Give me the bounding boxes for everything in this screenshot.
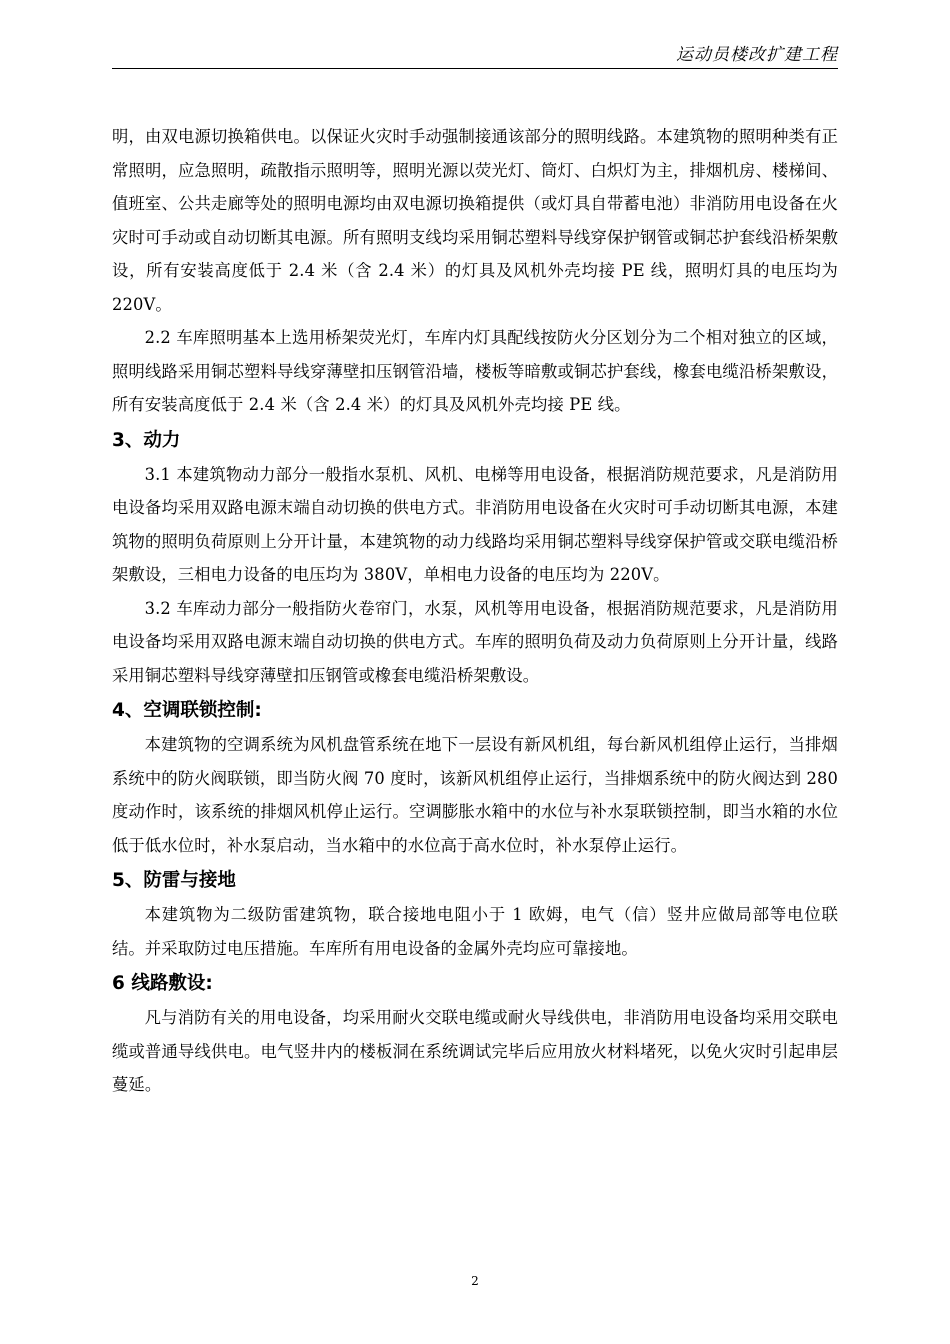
paragraph-lightning-grounding: 本建筑物为二级防雷建筑物，联合接地电阻小于 1 欧姆，电气（信）竖井应做局部等电位联结。并采取防过电压措施。车库所有用电设备的金属外壳均应可靠接地。	[112, 905, 838, 958]
paragraph-building-power: 3.1 本建筑物动力部分一般指水泵机、风机、电梯等用电设备，根据消防规范要求，凡是消防用电设备均采用双路电源末端自动切换的供电方式。非消防用电设备在火灾时可手动切断其电源，本建筑物的照明负荷原则上分开计量，本建筑物的动力线路均采用铜芯塑料导线穿保护管或交联电缆沿桥架敷设，三相电力设备的电压均为 380V，单相电力设备的电压均为 220V。	[112, 464, 838, 584]
heading-hvac-interlock: 4、空调联锁控制:	[112, 700, 262, 721]
paragraph-wiring: 凡与消防有关的用电设备，均采用耐火交联电缆或耐火导线供电，非消防用电设备均采用交联电缆或普通导线供电。电气竖井内的楼板洞在系统调试完毕后应用放火材料堵死，以免火灾时引起串层蔓延。	[112, 1008, 838, 1094]
paragraph-lighting-continued: 明，由双电源切换箱供电。以保证火灾时手动强制接通该部分的照明线路。本建筑物的照明种类有正常照明，应急照明，疏散指示照明等，照明光源以荧光灯、筒灯、白炽灯为主，排烟机房、楼梯间、值班室、公共走廊等处的照明电源均由双电源切换箱提供（或灯具自带蓄电池）非消防用电设备在火灾时可手动或自动切断其电源。所有照明支线均采用铜芯塑料导线穿保护钢管或铜芯护套线沿桥架敷设，所有安装高度低于 2.4 米（含 2.4 米）的灯具及风机外壳均接 PE 线，照明灯具的电压均为 220V。	[112, 127, 838, 314]
document-header-title: 运动员楼改扩建工程	[676, 45, 838, 65]
heading-power: 3、动力	[112, 429, 181, 451]
paragraph-hvac-interlock: 本建筑物的空调系统为风机盘管系统在地下一层设有新风机组，每台新风机组停止运行，当排烟系统中的防火阀联锁，即当防火阀 70 度时，该新风机组停止运行，当排烟系统中的防火阀达到 280 度动作时，该系统的排烟风机停止运行。空调膨胀水箱中的水位与补水泵联锁控制，即当水箱的水位低于低水位时，补水泵启动，当水箱中的水位高于高水位时，补水泵停止运行。	[112, 735, 838, 855]
paragraph-garage-lighting: 2.2 车库照明基本上选用桥架荧光灯，车库内灯具配线按防火分区划分为二个相对独立的区域，照明线路采用铜芯塑料导线穿薄壁扣压钢管沿墙，楼板等暗敷或铜芯护套线，橡套电缆沿桥架敷设，所有安装高度低于 2.4 米（含 2.4 米）的灯具及风机外壳均接 PE 线。	[112, 328, 838, 414]
heading-lightning-grounding: 5、防雷与接地	[112, 870, 236, 891]
page-number: 2	[471, 1274, 479, 1288]
paragraph-garage-power: 3.2 车库动力部分一般指防火卷帘门，水泵，风机等用电设备，根据消防规范要求，凡是消防用电设备均采用双路电源末端自动切换的供电方式。车库的照明负荷及动力负荷原则上分开计量，线路采用铜芯塑料导线穿薄壁扣压钢管或橡套电缆沿桥架敷设。	[112, 598, 838, 685]
heading-wiring: 6 线路敷设:	[112, 973, 213, 994]
document-body	[112, 120, 838, 1102]
header-rule	[112, 68, 838, 69]
